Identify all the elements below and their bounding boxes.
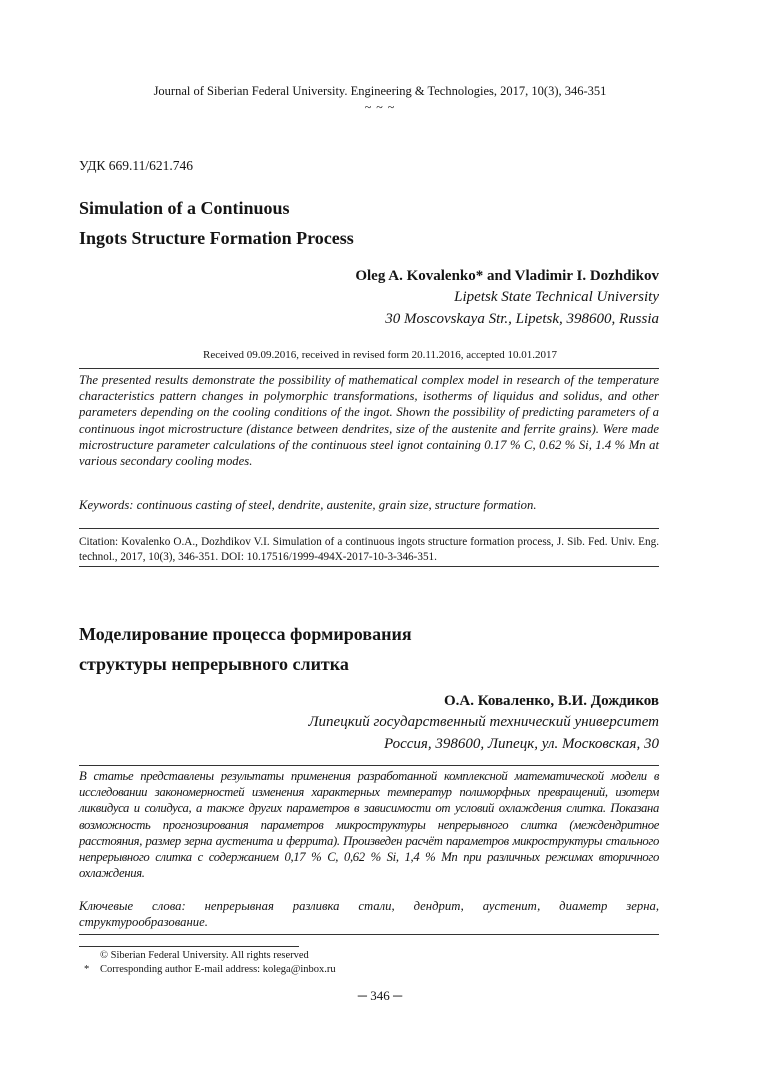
page-number: ─ 346 ─	[357, 988, 403, 1003]
ru-title-line-1: Моделирование процесса формирования	[79, 624, 412, 644]
ru-abstract: В статье представлены результаты применения разработанной комплексной математической модели в исследовании закономерностей изменения характерных температур полиморфных превращений, изотерм ликвидуса и солидуса, а также других параметров в зависимости от условий охлаждения слитка. Показана возможность прогнозирования параметров микроструктуры непрерывного слитка (междендритное расстояния, размер зерна аустенита и феррита). Произведен расчёт параметров микроструктуры стального непрерывного слитка с содержанием 0,17 % C, 0,62 % Si, 1,4 % Mn при различных режимах вторичного охлаждения.	[79, 769, 659, 881]
journal-header: Journal of Siberian Federal University. Engineering & Technologies, 2017, 10(3), 346-351	[153, 84, 607, 98]
ru-affiliation-1: Липецкий государственный технический университет	[308, 714, 659, 730]
abstract-top-rule	[79, 368, 659, 369]
footnote-copyright: © Siberian Federal University. All rights reserved	[100, 950, 309, 961]
footnote-rule	[79, 946, 299, 947]
en-authors: Oleg A. Kovalenko* and Vladimir I. Dozhdikov	[355, 268, 659, 284]
citation-bottom-rule	[79, 566, 659, 567]
ru-abstract-top-rule	[79, 765, 659, 766]
en-abstract: The presented results demonstrate the possibility of mathematical complex model in research of the temperature characteristics pattern changes in polymorphic transformations, isotherms of liquidus and solidus, and other parameters depending on the cooling conditions of the ingot. Shown the possibility of predicting parameters of a continuous ingot microstructure (distance between dendrites, size of the austenite and ferrite grains). Were made microstructure parameter calculations of the continuous steel ignot containing 0.17 % C, 0.62 % Si, 1.4 % Mn at various secondary cooling modes.	[79, 373, 659, 469]
received-dates: Received 09.09.2016, received in revised form 20.11.2016, accepted 10.01.2017	[203, 349, 557, 361]
citation: Citation: Kovalenko O.A., Dozhdikov V.I. Simulation of a continuous ingots structure formation process, J. Sib. Fed. Univ. Eng. technol., 2017, 10(3), 346-351. DOI: 10.17516/1999-494X-2017-10-3-346-351.	[79, 536, 659, 563]
en-title-line-2: Ingots Structure Formation Process	[79, 228, 354, 248]
header-separator: ~ ~ ~	[364, 100, 396, 114]
ru-keywords: Ключевые слова: непрерывная разливка стали, дендрит, аустенит, диаметр зерна, структурообразование.	[79, 899, 659, 930]
footnote-corresponding: Corresponding author E-mail address: kolega@inbox.ru	[100, 964, 336, 975]
ru-abstract-bottom-rule	[79, 934, 659, 935]
citation-top-rule	[79, 528, 659, 529]
ru-authors: О.А. Коваленко, В.И. Дождиков	[443, 693, 659, 709]
en-affiliation-1: Lipetsk State Technical University	[454, 289, 659, 305]
en-affiliation-2: 30 Moscovskaya Str., Lipetsk, 398600, Russia	[385, 311, 659, 327]
udk-code: УДК 669.11/621.746	[79, 158, 194, 173]
footnote-star: *	[84, 964, 90, 975]
ru-title-line-2: структуры непрерывного слитка	[79, 654, 349, 674]
en-title-line-1: Simulation of a Continuous	[79, 198, 290, 218]
en-keywords: Keywords: continuous casting of steel, dendrite, austenite, grain size, structure formation.	[79, 498, 537, 512]
ru-affiliation-2: Россия, 398600, Липецк, ул. Московская, 30	[383, 736, 659, 752]
